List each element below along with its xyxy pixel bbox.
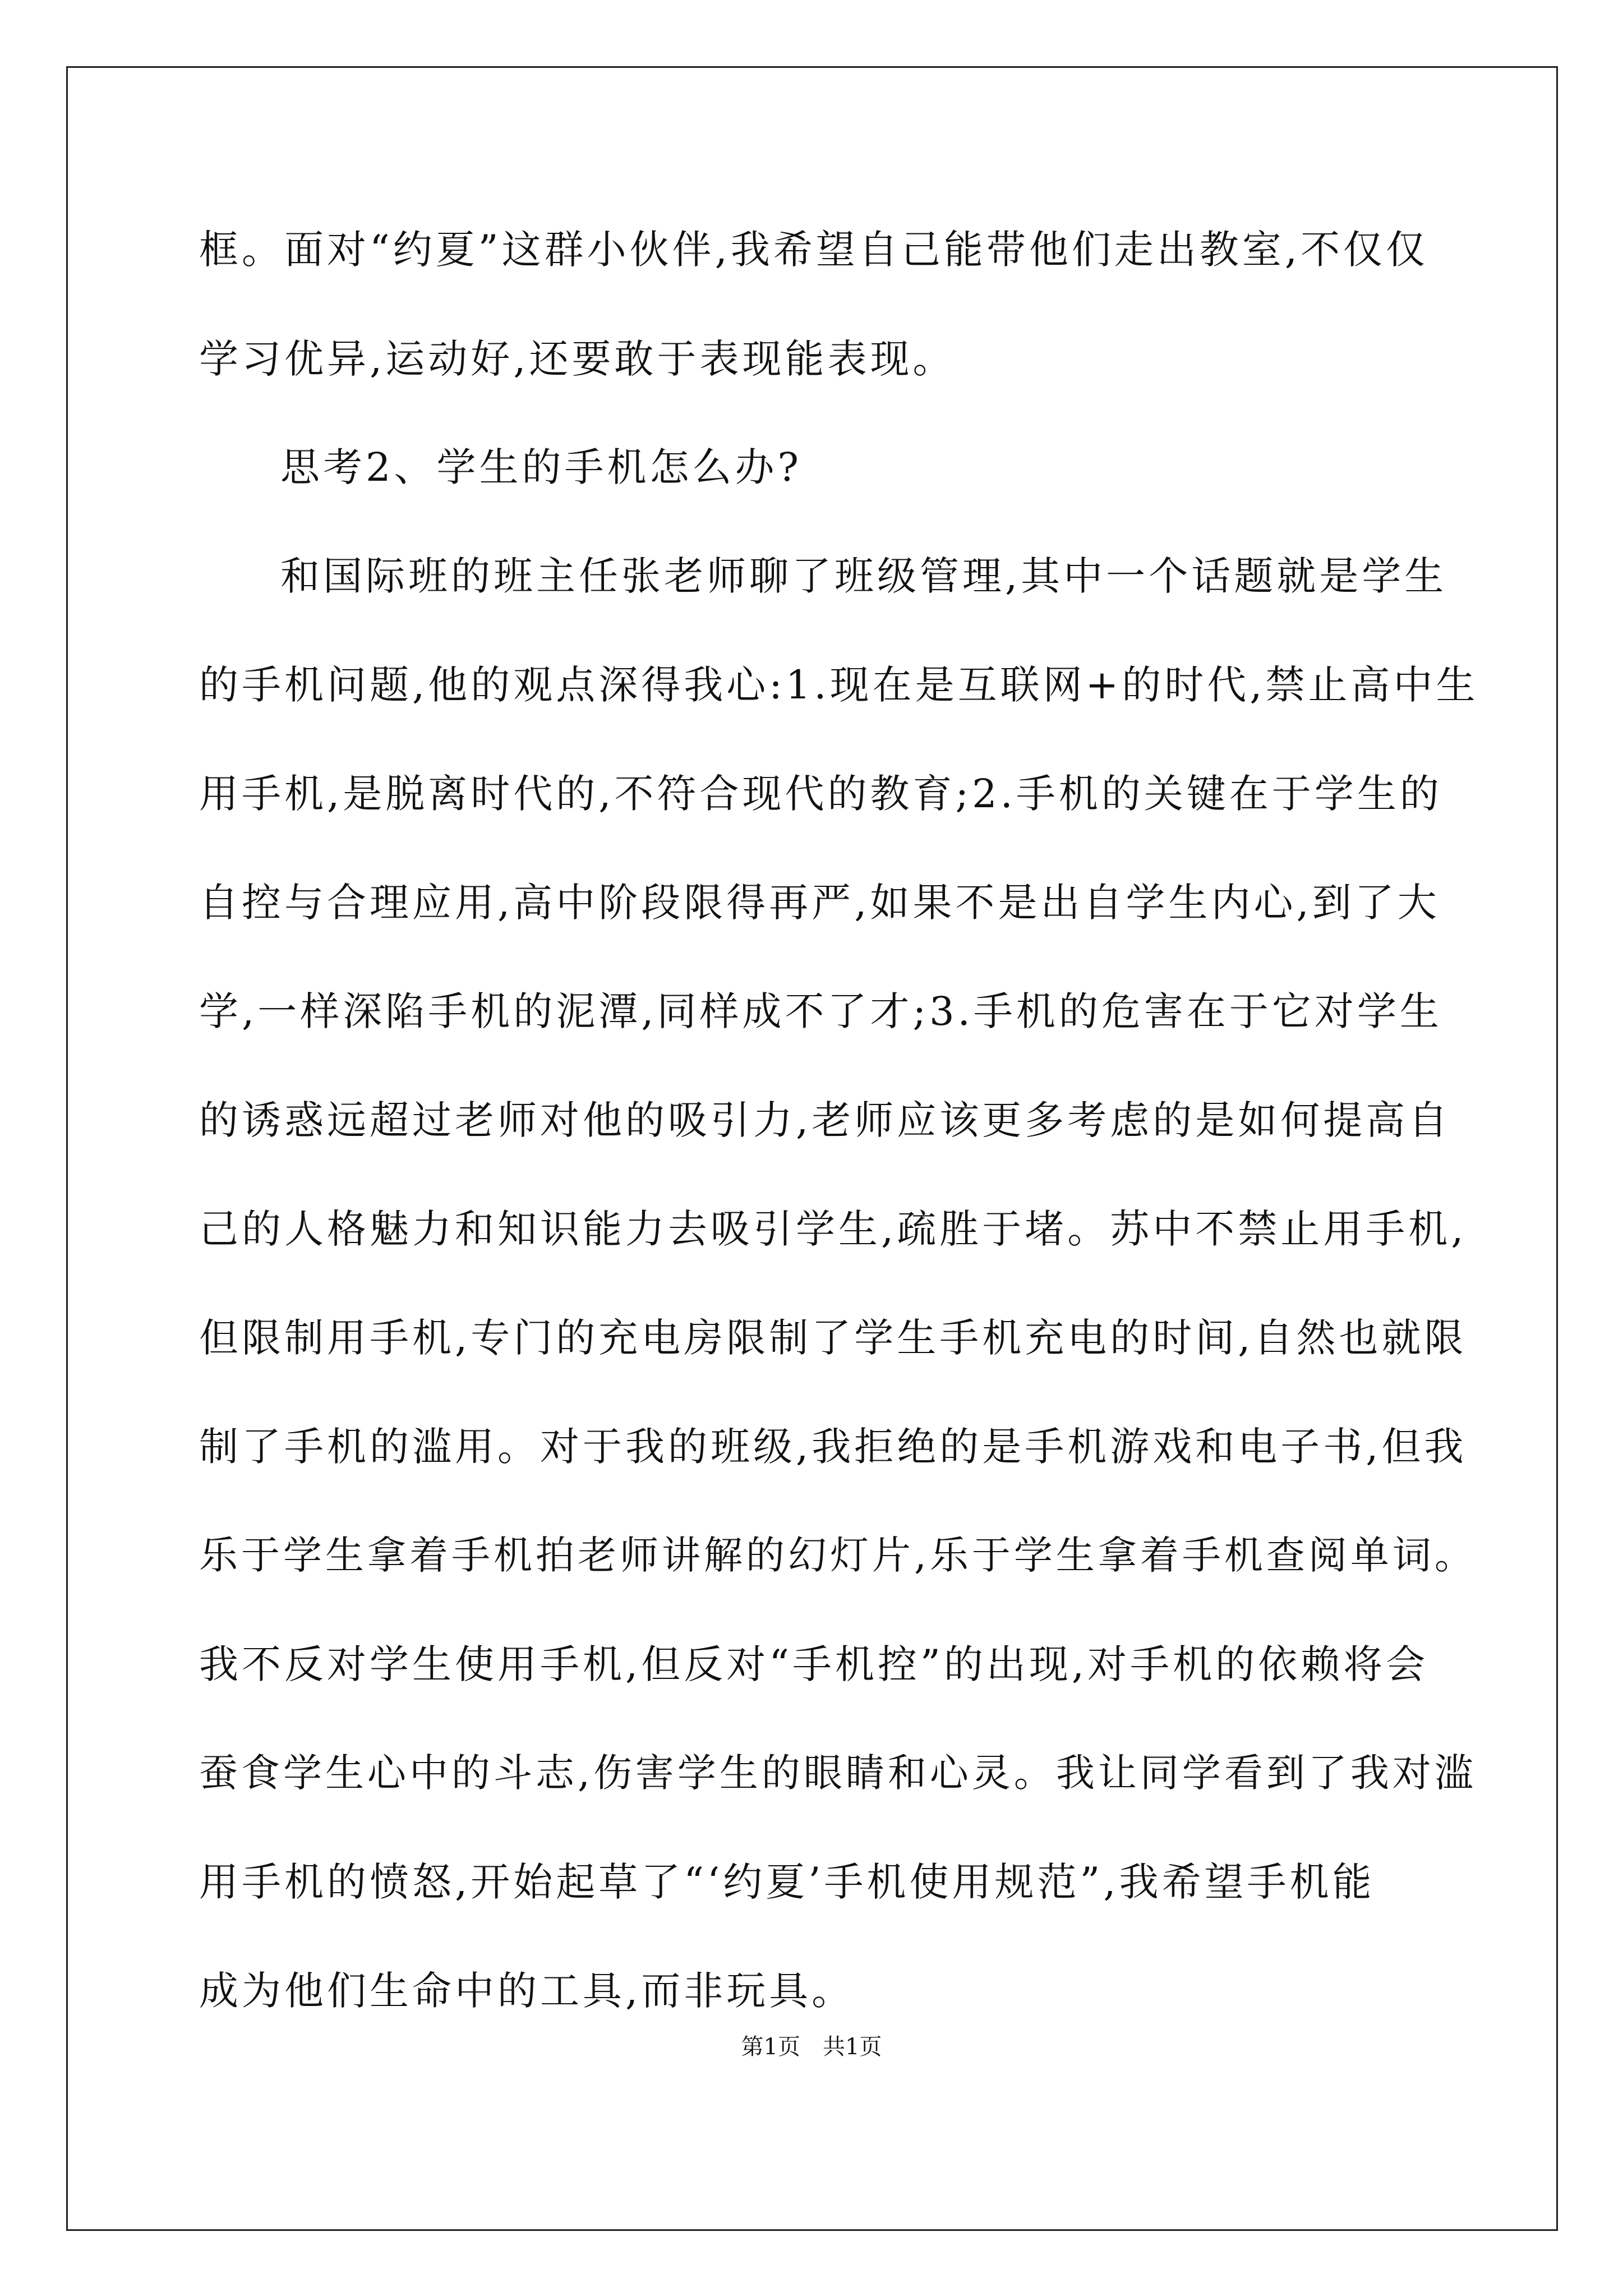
text-line: 用手机的愤怒,开始起草了“‘约夏’手机使用规范”,我希望手机能 [199,1859,1375,1905]
text-line: 的手机问题,他的观点深得我心:1.现在是互联网+的时代,禁止高中生 [199,662,1479,708]
text-line: 我不反对学生使用手机,但反对“手机控”的出现,对手机的依赖将会 [199,1641,1429,1687]
text-line: 的诱惑远超过老师对他的吸引力,老师应该更多考虑的是如何提高自 [199,1097,1451,1143]
text-line: 框。面对“约夏”这群小伙伴,我希望自己能带他们走出教室,不仅仅 [199,227,1429,273]
text-line: 学,一样深陷手机的泥潭,同样成不了才;3.手机的危害在于它对学生 [199,988,1442,1034]
page-number: 第1页 [741,2034,800,2060]
text-line: 和国际班的班主任张老师聊了班级管理,其中一个话题就是学生 [280,553,1447,599]
page-total: 共1页 [823,2034,882,2060]
text-line: 学习优异,运动好,还要敢于表现能表现。 [199,336,956,382]
text-line: 己的人格魅力和知识能力去吸引学生,疏胜于堵。苏中不禁止用手机, [199,1206,1467,1252]
text-line: 成为他们生命中的工具,而非玩具。 [199,1968,855,2014]
text-line: 制了手机的滥用。对于我的班级,我拒绝的是手机游戏和电子书,但我 [199,1424,1467,1470]
text-line: 但限制用手机,专门的充电房限制了学生手机充电的时间,自然也就限 [199,1315,1467,1361]
text-line: 用手机,是脱离时代的,不符合现代的教育;2.手机的关键在于学生的 [199,771,1442,817]
section-heading: 思考2、学生的手机怎么办? [280,444,803,490]
text-line: 蚕食学生心中的斗志,伤害学生的眼睛和心灵。我让同学看到了我对滥 [199,1751,1477,1796]
page-footer [0,2033,1623,2061]
text-line: 自控与合理应用,高中阶段限得再严,如果不是出自学生内心,到了大 [199,880,1440,926]
text-line: 乐于学生拿着手机拍老师讲解的幻灯片,乐于学生拿着手机查阅单词。 [199,1533,1477,1578]
